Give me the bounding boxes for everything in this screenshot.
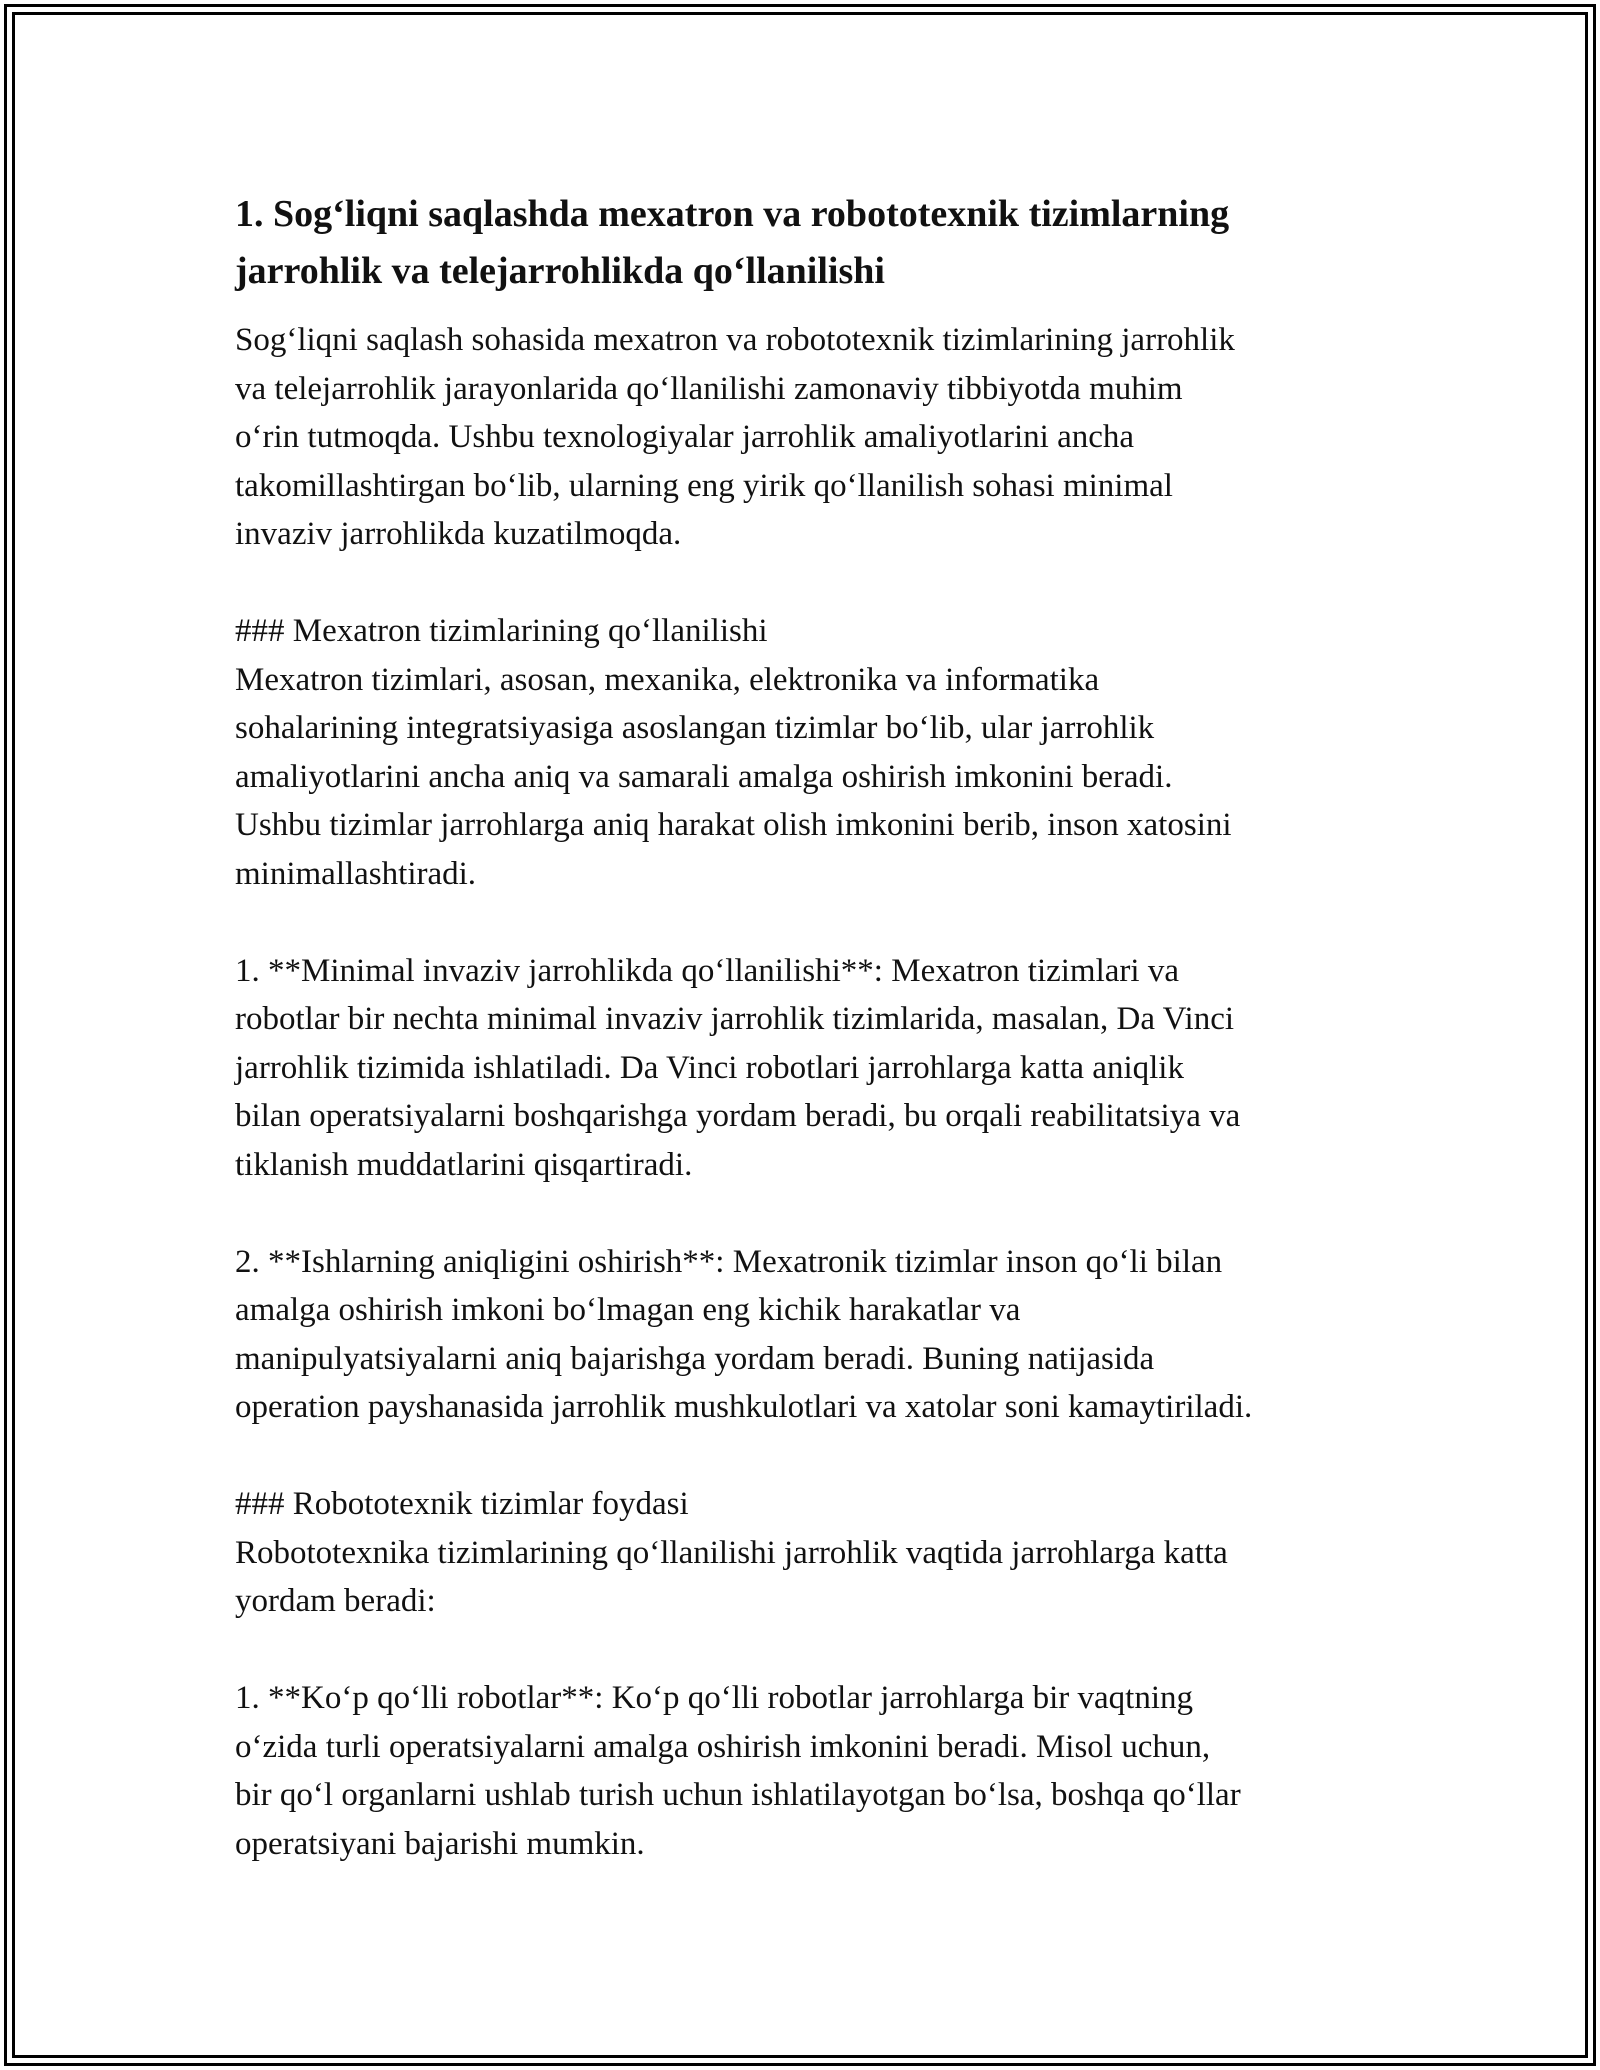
document-title: 1. Sog‘liqni saqlashda mexatron va robototexnik tizimlarning jarrohlik va telejarrohlikda qo‘llanilishi (235, 193, 1230, 292)
list-item-minimal-invasive: 1. **Minimal invaziv jarrohlikda qo‘llanilishi**: Mexatron tizimlari va robotlar bir nechta minimal invaziv jarrohlik tizimlarida, masalan, Da Vinci jarrohlik tizimida ishlatiladi. Da Vinci robotlari jarrohlarga katta aniqlik bilan operatsiyalarni boshqarishga yordam beradi, bu orqali reabilitatsiya va tiklanish muddatlarini qisqartiradi. (235, 952, 1241, 1183)
paragraph-gap (235, 1626, 1385, 1675)
document-body (235, 186, 1385, 1868)
paragraph-gap (235, 898, 1385, 947)
section-body-robotics: Robototexnika tizimlarining qo‘llanilishi jarrohlik vaqtida jarrohlarga katta yordam beradi: (235, 1534, 1228, 1619)
section-body-mechatronics: Mexatron tizimlari, asosan, mexanika, elektronika va informatika sohalarining integratsiyasiga asoslangan tizimlar bo‘lib, ular jarrohlik amaliyotlarini ancha aniq va samarali amalga oshirish imkonini beradi. Ushbu tizimlar jarrohlarga aniq harakat olish imkonini berib, inson xatosini minimallashtiradi. (235, 661, 1232, 892)
paragraph-gap (235, 1432, 1385, 1481)
intro-paragraph: Sog‘liqni saqlash sohasida mexatron va robototexnik tizimlarining jarrohlik va telejarrohlik jarayonlarida qo‘llanilishi zamonaviy tibbiyotda muhim o‘rin tutmoqda. Ushbu texnologiyalar jarrohlik amaliyotlarini ancha takomillashtirgan bo‘lib, ularning eng yirik qo‘llanilish sohasi minimal invaziv jarrohlikda kuzatilmoqda. (235, 322, 1235, 552)
list-item-precision: 2. **Ishlarning aniqligini oshirish**: Mexatronik tizimlar inson qo‘li bilan amalga oshirish imkoni bo‘lmagan eng kichik harakatlar va manipulyatsiyalarni aniq bajarishga yordam beradi. Buning natijasida operation payshanasida jarrohlik mushkulotlari va xatolar soni kamaytiriladi. (235, 1243, 1253, 1425)
section-heading-mechatronics: ### Mexatron tizimlarining qo‘llanilishi (235, 613, 768, 649)
paragraph-gap (235, 559, 1385, 608)
section-heading-robotics: ### Robototexnik tizimlar foydasi (235, 1486, 689, 1522)
list-item-multi-arm-robots: 1. **Ko‘p qo‘lli robotlar**: Ko‘p qo‘lli robotlar jarrohlarga bir vaqtning o‘zida turli operatsiyalarni amalga oshirish imkonini beradi. Misol uchun, bir qo‘l organlarni ushlab turish uchun ishlatilayotgan bo‘lsa, boshqa qo‘llar operatsiyani bajarishi mumkin. (235, 1680, 1241, 1862)
paragraph-gap (235, 1189, 1385, 1238)
